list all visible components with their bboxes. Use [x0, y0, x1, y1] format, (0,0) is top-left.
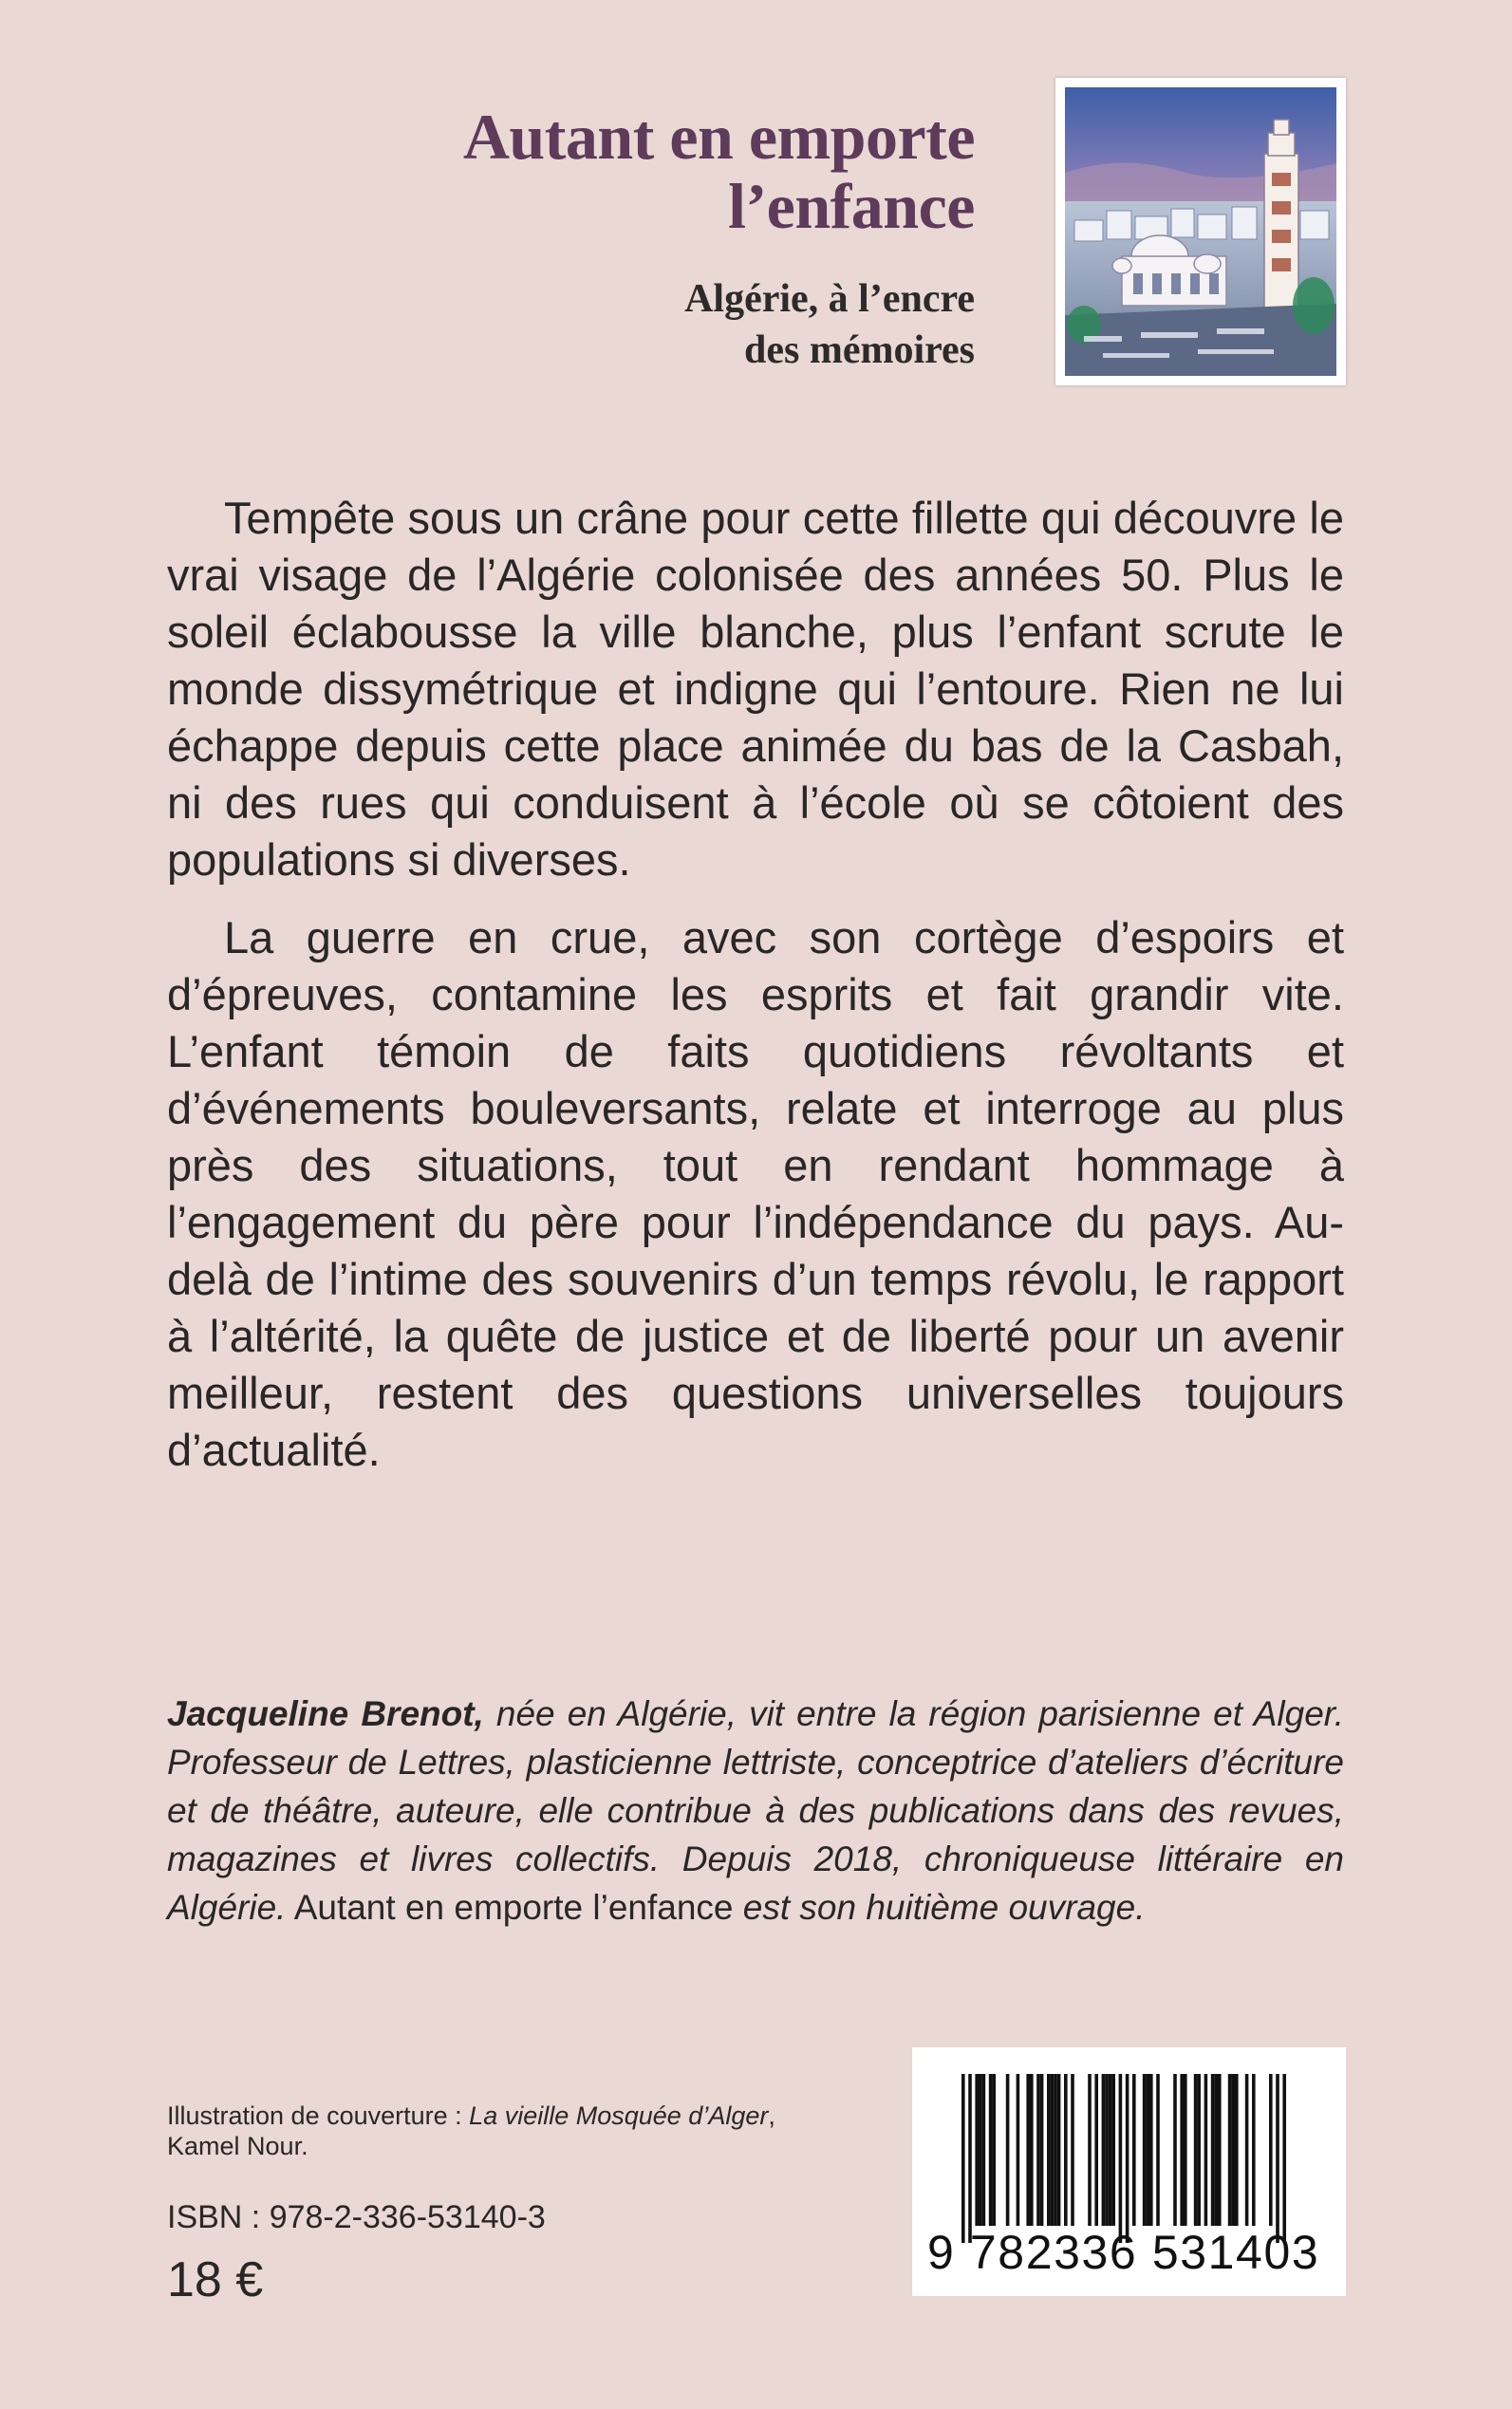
author-bio-text: née en Algérie, vit entre la région parisienne et Alger. Professeur de Lettres, plasticienne lettriste, conceptrice d’ateliers d’écriture et de théâtre, auteure, elle contribue à des publications dans des revues, magazines et livres collectifs. Depuis 2018, chroniqueuse littéraire en Algérie. — [167, 1694, 1344, 1927]
barcode-bar — [1036, 2074, 1040, 2226]
credit-suffix: , — [768, 2101, 775, 2130]
barcode-bar — [1132, 2074, 1136, 2226]
blurb-paragraph-2: La guerre en crue, avec son cortège d’espoirs et d’épreuves, contamine les esprits et fait grandir vite. L’enfant témoin de faits quotidiens révoltants et d’événements bouleversants, relate et interroge au plus près des situations, tout en rendant hommage à l’engagement du père pour l’indépendance du pays. Au-delà de l’intime des souvenirs d’un temps révolu, le rapport à l’altérité, la quête de justice et de liberté pour un avenir meilleur, restent des questions universelles toujours d’actualité. — [167, 912, 1344, 1475]
barcode-bar — [1211, 2074, 1215, 2226]
barcode-bar — [1218, 2074, 1222, 2226]
barcode-bar — [961, 2074, 965, 2243]
barcode-bar — [989, 2074, 993, 2226]
barcode-bar — [1269, 2074, 1273, 2226]
barcode-bar — [1173, 2074, 1177, 2226]
book-title-line1: Autant en emporte — [462, 101, 975, 173]
barcode-bar — [968, 2074, 972, 2243]
isbn-text: ISBN : 978-2-336-53140-3 — [167, 2199, 546, 2235]
barcode-bar — [1119, 2074, 1123, 2243]
barcode-bar — [1156, 2074, 1160, 2226]
barcode-bar — [1184, 2074, 1187, 2226]
barcode-bar — [1094, 2074, 1098, 2226]
book-title-line2: l’enfance — [728, 170, 975, 242]
author-bio-closing: est son huitième ouvrage. — [733, 1888, 1146, 1927]
barcode-bar — [1105, 2074, 1109, 2226]
barcode-bar — [1235, 2074, 1239, 2226]
barcode-bar — [1030, 2074, 1034, 2226]
barcode-bar — [1047, 2074, 1051, 2226]
credit-prefix: Illustration de couverture : — [167, 2101, 470, 2130]
barcode-bar — [1071, 2074, 1074, 2226]
barcode-bar — [1204, 2074, 1208, 2226]
barcode — [912, 2047, 1346, 2296]
barcode-bar — [975, 2074, 979, 2226]
barcode-bar — [1228, 2074, 1232, 2226]
barcode-bar — [982, 2074, 986, 2226]
title-block — [253, 103, 975, 376]
barcode-bar — [1245, 2074, 1249, 2226]
barcode-bar — [1017, 2074, 1020, 2226]
blurb-paragraph-1: Tempête sous un crâne pour cette fillette qui découvre le vrai visage de l’Algérie colonisée des années 50. Plus le soleil éclabousse la ville blanche, plus l’enfant scrute le monde dissymétrique et indigne qui l’entoure. Rien ne lui échappe depuis cette place animée du bas de la Casbah, ni des rues qui conduisent à l’école où se côtoient des populations si diverses. — [167, 493, 1344, 885]
barcode-bar — [1051, 2074, 1055, 2226]
credit-artist: Kamel Nour. — [167, 2132, 308, 2160]
book-subtitle — [253, 273, 975, 376]
author-name: Jacqueline Brenot, — [167, 1694, 484, 1733]
price-text: 18 € — [167, 2252, 264, 2307]
barcode-digits: 9 782336 531403 — [927, 2226, 1320, 2279]
barcode-bar — [1102, 2074, 1106, 2226]
barcode-bar — [1282, 2074, 1286, 2243]
author-bio-book-ref: Autant en emporte l’enfance — [286, 1888, 734, 1927]
barcode-bar — [1026, 2074, 1030, 2226]
credit-artwork: La vieille Mosquée d’Alger — [469, 2101, 769, 2130]
barcode-bar — [1231, 2074, 1235, 2226]
barcode-bar — [1214, 2074, 1218, 2226]
book-subtitle-line1: Algérie, à l’encre — [684, 277, 975, 321]
cover-illustration — [1055, 78, 1346, 385]
barcode-bar — [1143, 2074, 1147, 2226]
barcode-bar — [992, 2074, 996, 2226]
barcode-bar — [1054, 2074, 1057, 2226]
barcode-bar — [1057, 2074, 1061, 2226]
barcode-bar — [1149, 2074, 1153, 2226]
barcode-bar — [1276, 2074, 1279, 2243]
barcode-bar — [1040, 2074, 1044, 2226]
illustration-credit — [167, 2101, 850, 2161]
barcode-bar — [1006, 2074, 1010, 2226]
painting-algiers-mosque-icon — [1065, 87, 1336, 376]
barcode-bar — [1064, 2074, 1068, 2226]
barcode-bar — [1126, 2074, 1129, 2243]
barcode-bar — [1111, 2074, 1115, 2226]
book-title — [253, 103, 975, 241]
barcode-bar — [1146, 2074, 1149, 2226]
barcode-bar — [1109, 2074, 1112, 2226]
back-cover-blurb — [167, 490, 1344, 1500]
barcode-bar — [1197, 2074, 1201, 2226]
barcode-bar — [979, 2074, 982, 2226]
book-subtitle-line2: des mémoires — [744, 328, 975, 372]
author-bio — [167, 1690, 1344, 1932]
barcode-bar — [1180, 2074, 1184, 2226]
barcode-bar — [1088, 2074, 1092, 2226]
barcode-bar — [1194, 2074, 1198, 2226]
barcode-bar — [1252, 2074, 1256, 2226]
